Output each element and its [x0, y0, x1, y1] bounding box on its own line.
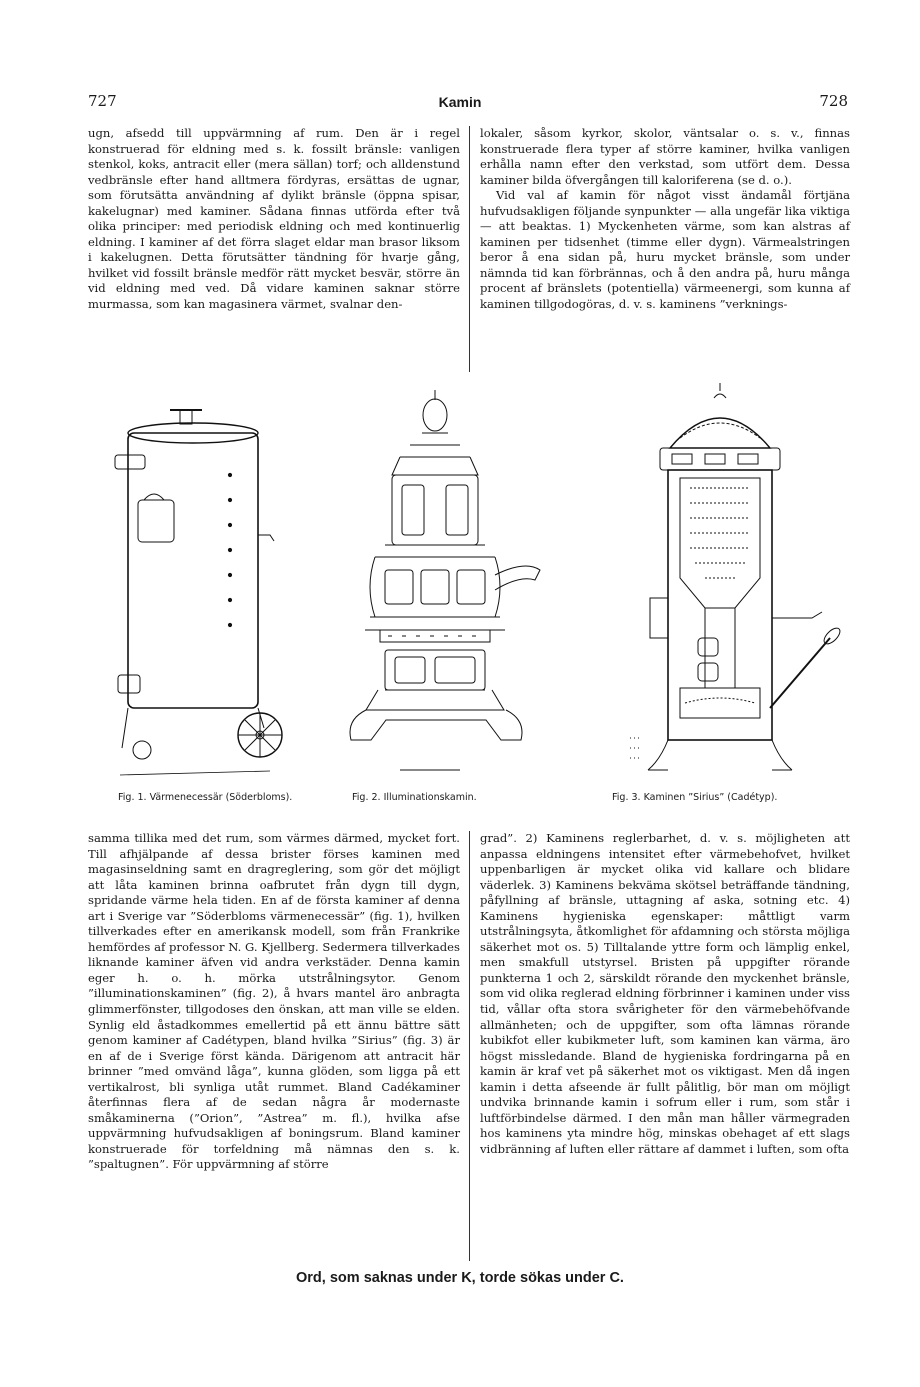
- figure-2-caption: Fig. 2. Illuminationskamin.: [352, 792, 477, 803]
- paragraph: samma tillika med det rum, som värmes därmed, mycket fort. Till afhjälpande af dessa brister förses kaminen med magasinseldning samt en dragreglering, som gör det möjligt att låta kaminen brinna oafbrutet från dygn till dygn, spridande värme hela tiden. En af de första kaminer af denna art i Sverige var ”Söderbloms värmenecessär” (fig. 1), hvilken tillverkades efter en amerikansk modell, som från Frankrike hemfördes af professor N. G. Kjellberg. Sedermera tillverkades liknande kaminer äfven vid andra verkstäder. Denna kamin eger h. o. h. mörka utstrålningsytor. Genom ”illuminationskaminen” (fig. 2), å hvars mantel äro anbragta glimmerfönster, tillgodoses den önskan, att man ville se elden. Synlig eld åstadkommes emellertid på ett ännu bättre sätt genom kaminer af Cadétypen, bland hvilka ”Sirius” (fig. 3) är en af de i Sverige först kända. Därigenom att antracit här brinner ”med omvänd låga”, kunna glöden, som ligga på ett vertikalrost, bli synliga utåt rummet. Bland Cadékaminer återfinnas flera af de sedan några år modernaste småkaminerna (”Orion”, ”Astrea” m. fl.), hvilka afse uppvärmning hufvudsakligen af boningsrum. Bland kaminer konstruerade för torfeldning må nämnas den s. k. ”spaltugnen”. För uppvärmning af större: [88, 831, 460, 1172]
- figure-1-illustration: [110, 405, 285, 785]
- paragraph: Vid val af kamin för något visst ändamål förtjäna hufvudsakligen följande synpunkter — alla ungefär lika viktiga — att beaktas. 1) Myckenheten värme, som kan alstras af kaminen per tidsenhet (timme eller dygn). Värmealstringen beror å ena sidan på, huru mycket bränsle, som under nämnda tid kan förbrännas, och å den andra på, huru många procent af bränslets (potentiella) värmeenergi, som kunna af kaminen tillgodogöras, d. v. s. kaminens ”verknings-: [480, 188, 850, 312]
- paragraph: lokaler, såsom kyrkor, skolor, väntsalar o. s. v., finnas konstruerade flera typer af större kaminer, hvilka vanligen erhålla namn efter den verkstad, som utfört dem. Dessa kaminer bilda öfvergången till kaloriferena (se d. o.).: [480, 126, 850, 187]
- column-divider: [469, 831, 470, 1261]
- figure-1-caption: Fig. 1. Värmenecessär (Söderbloms).: [118, 792, 293, 803]
- bottom-left-column: [88, 831, 460, 1173]
- column-divider: [469, 126, 470, 372]
- bottom-right-column: [480, 831, 850, 1157]
- top-left-column: [88, 126, 460, 313]
- page-number-right: 728: [819, 92, 848, 110]
- figure-2-illustration: [330, 385, 560, 780]
- top-right-column: [480, 126, 850, 313]
- page-title: Kamin: [438, 94, 482, 110]
- page-number-left: 727: [88, 92, 117, 110]
- figure-3-caption: Fig. 3. Kaminen ”Sirius” (Cadétyp).: [612, 792, 778, 803]
- figure-3-illustration: [610, 378, 850, 788]
- paragraph: ugn, afsedd till uppvärmning af rum. Den är i regel konstruerad för eldning med s. k. fossilt bränsle: vanligen stenkol, koks, antracit eller (mera sällan) torf; och alldenstund vedbränsle efter hand alltmera fördyras, ersättas de ugnar, som förutsätta användning af dylikt bränsle (öppna spisar, kakelugnar) med kaminer. Sådana finnas utförda efter två olika principer: med periodisk eldning och med kontinuerlig eldning. I kaminer af det förra slaget eldar man brasor liksom i kakelugnen. Detta förutsätter tändning för hvarje gång, hvilket vid fossilt bränsle medför rätt mycket besvär, större än vid eldning med ved. Då vidare kaminen saknar större murmassa, som kan magasinera värmet, svalnar den-: [88, 126, 460, 312]
- paragraph: grad”. 2) Kaminens reglerbarhet, d. v. s. möjligheten att anpassa eldningens intensitet efter värmebehofvet, hvilket uppenbarligen är mycket olika vid kallare och blidare väderlek. 3) Kaminens bekväma skötsel beträffande tändning, påfyllning af bränsle, uttagning af aska, sotning etc. 4) Kaminens hygieniska egenskaper: måttligt varm utstrålningsyta, åtkomlighet för afdamning och största möjliga säkerhet mot os. 5) Tilltalande yttre form och lämplig enkel, men smakfull utstyrsel. Bristen på uppgifter rörande punkterna 1 och 2, särskildt rörande den myckenhet bränsle, som vid olika reglerad eldning förbrinner i kaminen under viss tid, vållar ofta stora svårigheter för den värmebehöfvande allmänheten; och de uppgifter, som ofta lämnas rörande kubikfot eller kubikmeter luft, som kaminen kan värma, äro högst missledande. Bland de hygieniska fordringarna på en kamin är kraf vet på säkerhet mot os viktigast. Men då ingen kamin i detta afseende är fullt pålitlig, bör man om möjligt undvika brinnande kamin i sofrum eller i rum, som står i luftförbindelse därmed. I den mån man håller värmegraden hos kaminens yta mindre hög, minskas obehaget af ett slags vidbränning af luften eller rättare af dammet i luften, som ofta: [480, 831, 850, 1156]
- footer-note: Ord, som saknas under K, torde sökas under C.: [296, 1270, 624, 1286]
